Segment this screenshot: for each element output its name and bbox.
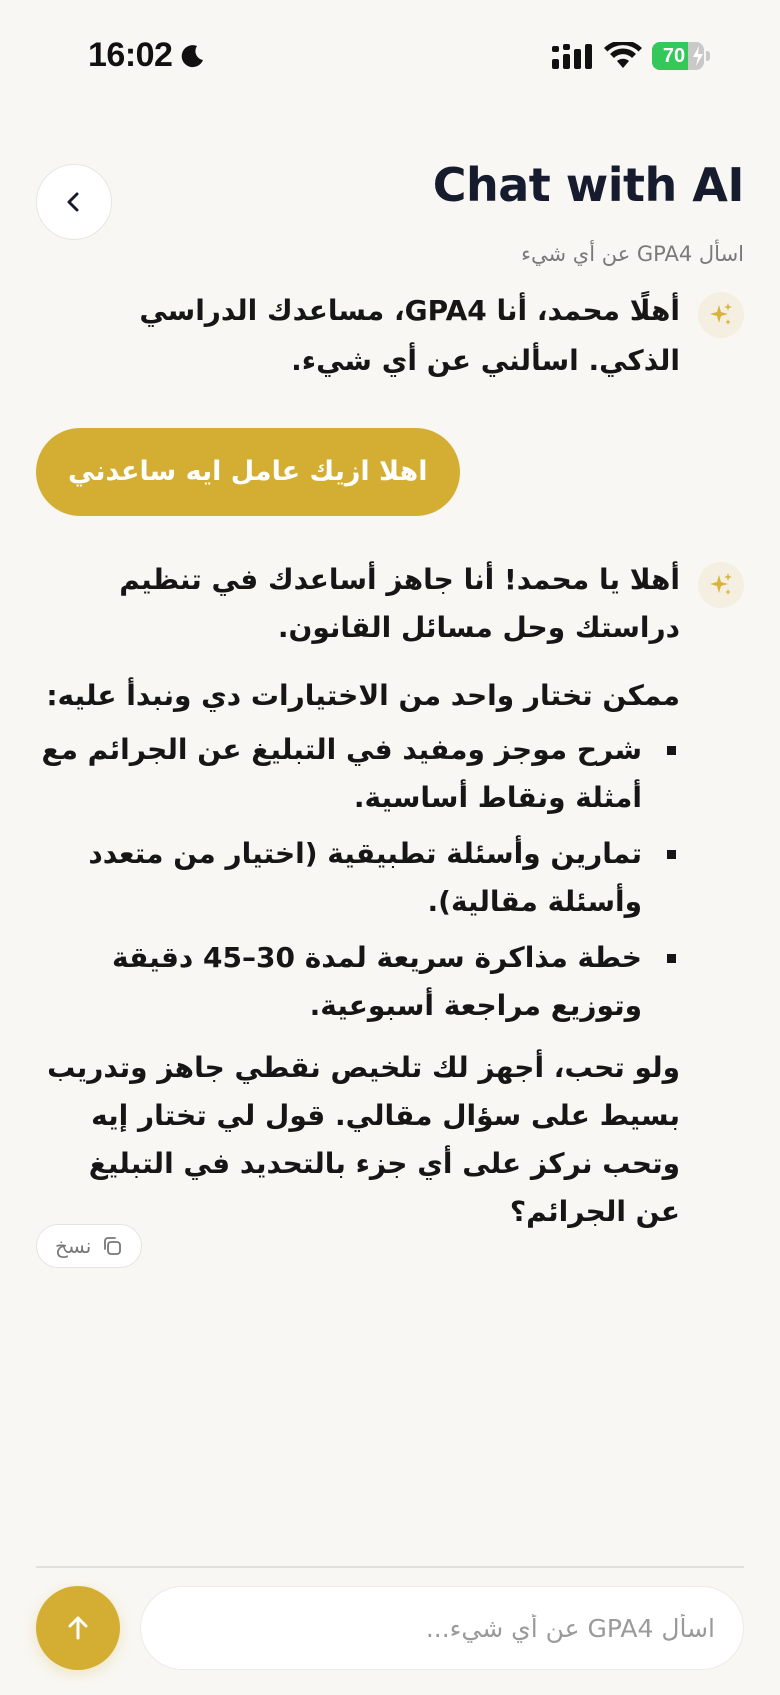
ai-avatar xyxy=(698,292,744,338)
signal-icon xyxy=(552,44,594,70)
bullet-marker xyxy=(667,746,676,755)
battery-indicator xyxy=(652,42,710,70)
back-button[interactable] xyxy=(36,164,112,240)
sparkles-icon xyxy=(707,571,735,599)
copy-label: نسخ xyxy=(55,1234,92,1258)
arrow-up-icon xyxy=(63,1613,93,1643)
status-bar xyxy=(0,0,780,116)
copy-icon xyxy=(101,1235,123,1257)
composer-divider xyxy=(36,1566,744,1568)
send-button[interactable] xyxy=(36,1586,120,1670)
copy-button[interactable] xyxy=(36,1224,142,1268)
assistant-message-text: أهلًا محمد، أنا GPA4، مساعدك الدراسي الذكي. اسألني عن أي شيء. xyxy=(139,294,680,377)
moon-icon xyxy=(180,43,206,69)
option-text: خطة مذاكرة سريعة لمدة 30–45 دقيقة وتوزيع مراجعة أسبوعية. xyxy=(112,941,642,1022)
page-title: Chat with AI xyxy=(432,158,744,212)
battery-charging-icon xyxy=(692,46,704,66)
options-list xyxy=(40,726,680,1030)
assistant-message xyxy=(80,286,680,386)
option-item xyxy=(40,934,680,1030)
option-item xyxy=(40,830,680,926)
sparkles-icon xyxy=(707,301,735,329)
bullet-marker xyxy=(667,954,676,963)
message-input[interactable] xyxy=(140,1586,744,1670)
wifi-icon xyxy=(604,42,642,70)
status-time: 16:02 xyxy=(88,36,173,74)
ai-avatar xyxy=(698,562,744,608)
chevron-left-icon xyxy=(61,189,87,215)
bullet-marker xyxy=(667,850,676,859)
option-text: شرح موجز ومفيد في التبليغ عن الجرائم مع أمثلة ونقاط أساسية. xyxy=(41,733,642,814)
assistant-outro: ولو تحب، أجهز لك تلخيص نقطي جاهز وتدريب بسيط على سؤال مقالي. قول لي تختار إيه وتحب نركز على أي جزء بالتحديد في التبليغ عن الجرائم؟ xyxy=(47,1051,680,1228)
assistant-options-intro: ممكن تختار واحد من الاختيارات دي ونبدأ عليه: xyxy=(46,679,680,712)
user-message-bubble: اهلا ازيك عامل ايه ساعدني xyxy=(36,428,460,516)
assistant-greeting: أهلا يا محمد! أنا جاهز أساعدك في تنظيم دراستك وحل مسائل القانون. xyxy=(119,563,680,644)
option-text: تمارين وأسئلة تطبيقية (اختيار من متعدد وأسئلة مقالية). xyxy=(88,837,642,918)
page-subtitle: اسأل GPA4 عن أي شيء xyxy=(521,242,744,266)
assistant-message xyxy=(40,556,680,1236)
battery-percent: 70 xyxy=(662,45,686,67)
option-item xyxy=(40,726,680,822)
battery-cap xyxy=(706,51,710,61)
battery-body xyxy=(652,42,704,70)
